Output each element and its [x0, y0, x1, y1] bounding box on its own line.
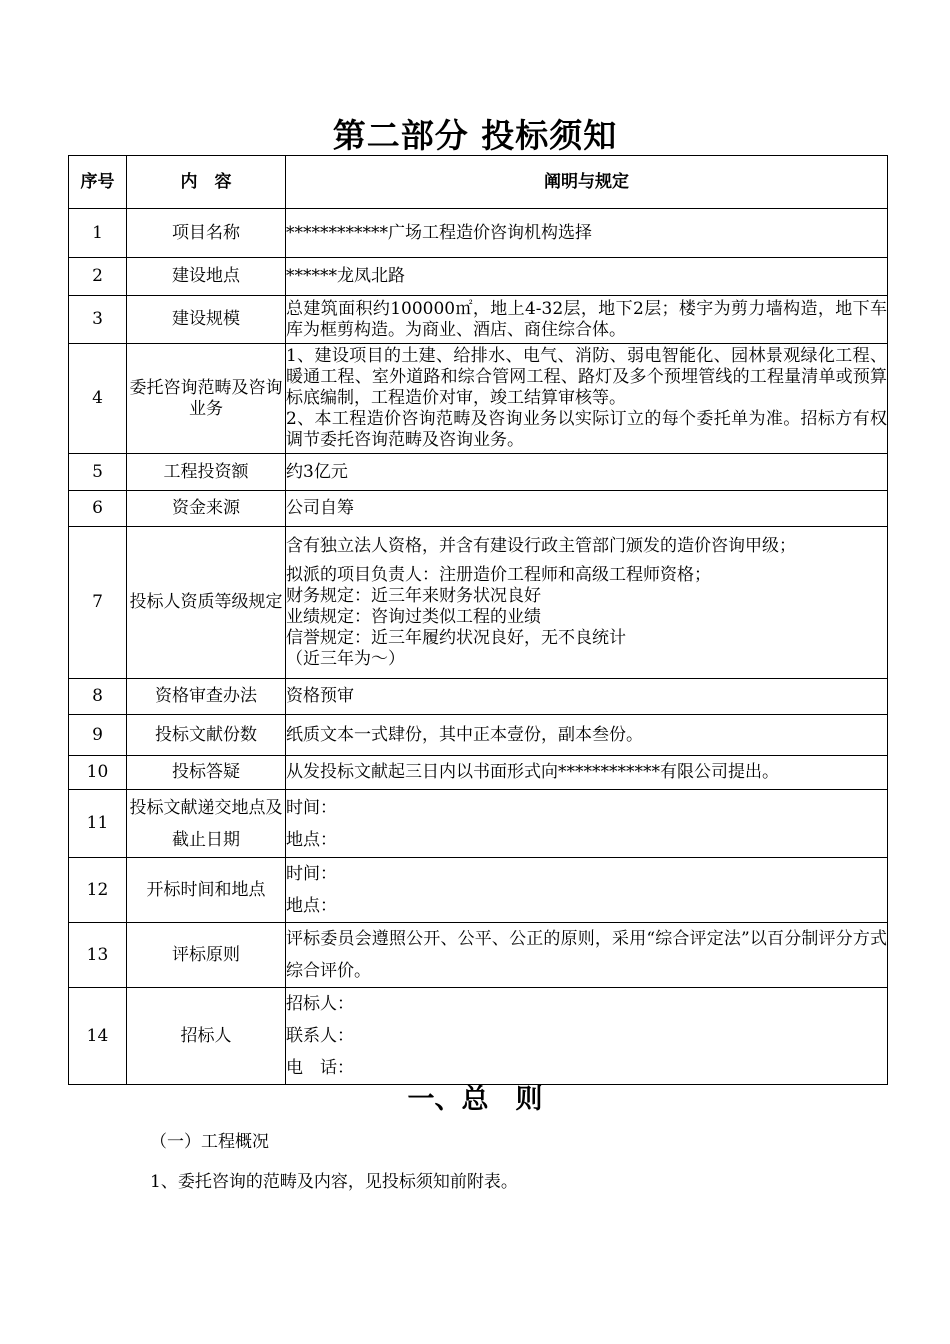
row-desc: 纸质文本一式肆份，其中正本壹份，副本叁份。	[286, 715, 888, 756]
row-desc: 资格预审	[286, 679, 888, 715]
table-row	[69, 296, 888, 344]
row-num: 12	[69, 858, 127, 923]
row-num: 11	[69, 790, 127, 858]
row-desc: 总建筑面积约100000㎡，地上4-32层，地下2层；楼宇为剪力墙构造，地下车库为框剪构造。为商业、酒店、商住综合体。	[286, 296, 888, 344]
row-num: 10	[69, 756, 127, 790]
header-num: 序号	[69, 156, 127, 209]
row-item: 委托咨询范畴及咨询业务	[127, 344, 286, 454]
row-item: 建设规模	[127, 296, 286, 344]
row-num: 3	[69, 296, 127, 344]
bidding-info-table	[68, 155, 888, 1085]
table-row	[69, 858, 888, 923]
table-row	[69, 209, 888, 258]
row-item: 开标时间和地点	[127, 858, 286, 923]
table-row	[69, 454, 888, 491]
row-num: 4	[69, 344, 127, 454]
row-item: 投标答疑	[127, 756, 286, 790]
row-desc: 招标人： 联系人： 电 话：	[286, 988, 888, 1085]
row-item: 项目名称	[127, 209, 286, 258]
row-num: 1	[69, 209, 127, 258]
table-row	[69, 679, 888, 715]
table-row	[69, 258, 888, 296]
row-desc: ************广场工程造价咨询机构选择	[286, 209, 888, 258]
header-item: 内 容	[127, 156, 286, 209]
row-item: 建设地点	[127, 258, 286, 296]
row-item: 资金来源	[127, 491, 286, 527]
row-item: 投标人资质等级规定	[127, 527, 286, 679]
table-row	[69, 527, 888, 679]
table-row	[69, 756, 888, 790]
row-num: 5	[69, 454, 127, 491]
subsection-title: （一）工程概况	[150, 1132, 269, 1152]
section-title: 一、总 则	[407, 1084, 543, 1115]
header-desc: 阐明与规定	[286, 156, 888, 209]
row-desc: 评标委员会遵照公开、公平、公正的原则，采用“综合评定法”以百分制评分方式综合评价。	[286, 923, 888, 988]
table-row	[69, 715, 888, 756]
body-paragraph: 1、委托咨询的范畴及内容，见投标须知前附表。	[150, 1172, 518, 1192]
row-num: 14	[69, 988, 127, 1085]
page-title: 第二部分 投标须知	[332, 116, 618, 155]
row-num: 13	[69, 923, 127, 988]
row-item: 投标文献份数	[127, 715, 286, 756]
row-num: 8	[69, 679, 127, 715]
table-row	[69, 344, 888, 454]
row-num: 2	[69, 258, 127, 296]
row-item: 招标人	[127, 988, 286, 1085]
row-desc: 含有独立法人资格，并含有建设行政主管部门颁发的造价咨询甲级； 拟派的项目负责人：注册造价工程师和高级工程师资格； 财务规定：近三年来财务状况良好 业绩规定：咨询过类似工程的业绩 信誉规定：近三年履约状况良好，无不良统计 （近三年为～）	[286, 527, 888, 679]
table-row	[69, 988, 888, 1085]
row-item: 资格审查办法	[127, 679, 286, 715]
table-row	[69, 923, 888, 988]
row-desc: 时间： 地点：	[286, 858, 888, 923]
row-num: 9	[69, 715, 127, 756]
row-desc: 公司自筹	[286, 491, 888, 527]
table-header-row	[69, 156, 888, 209]
table-row	[69, 491, 888, 527]
row-desc: 从发投标文献起三日内以书面形式向************有限公司提出。	[286, 756, 888, 790]
table-row	[69, 790, 888, 858]
row-num: 7	[69, 527, 127, 679]
row-item: 投标文献递交地点及截止日期	[127, 790, 286, 858]
row-desc: 约3亿元	[286, 454, 888, 491]
row-num: 6	[69, 491, 127, 527]
row-desc: 1、建设项目的土建、给排水、电气、消防、弱电智能化、园林景观绿化工程、暖通工程、室外道路和综合管网工程、路灯及多个预埋管线的工程量清单或预算标底编制，工程造价对审，竣工结算审核等。 2、本工程造价咨询范畴及咨询业务以实际订立的每个委托单为准。招标方有权调节委托咨询范畴及咨询业务。	[286, 344, 888, 454]
row-item: 评标原则	[127, 923, 286, 988]
row-desc: 时间： 地点：	[286, 790, 888, 858]
row-desc: ******龙凤北路	[286, 258, 888, 296]
row-item: 工程投资额	[127, 454, 286, 491]
